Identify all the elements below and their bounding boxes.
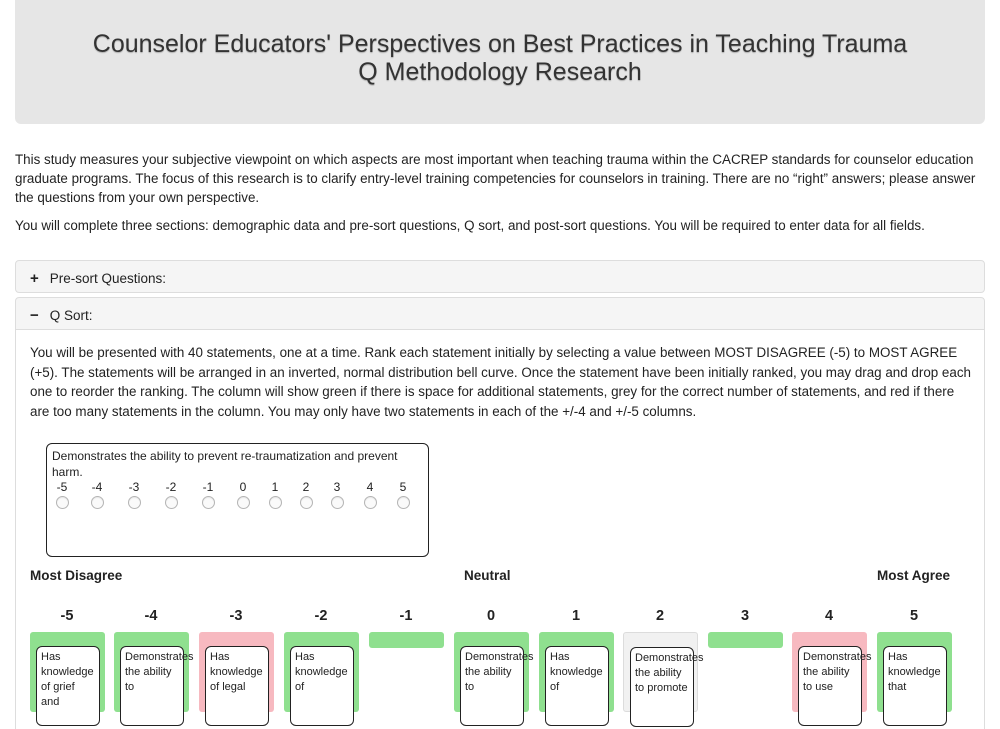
qsort-instructions: You will be presented with 40 statements, one at a time. Rank each statement initially by selecting a value between MOST DISAGREE (-5) to MOST AGREE (+5). The statements will be arranged in an inverted, normal distribution bell curve. Once the statement have been initially ranked, you may drag and drop each one to reorder the ranking. The column will show green if there is space for additional statements, grey for the correct number of statements, and red if there are too many statements in the column. You may only have two statements in each of the +/-4 and +/-5 columns. xyxy=(30,345,971,419)
scale-option[interactable] xyxy=(87,480,107,509)
scale-option[interactable] xyxy=(161,480,181,509)
scale-radio[interactable] xyxy=(364,496,377,509)
scale-option[interactable] xyxy=(52,480,72,509)
scale-option[interactable] xyxy=(265,480,285,509)
scale-radio[interactable] xyxy=(269,496,282,509)
scale-radio[interactable] xyxy=(237,496,250,509)
most-agree-label: Most Agree xyxy=(877,568,951,583)
intro-paragraph: This study measures your subjective viewpoint on which aspects are most important when teaching trauma within the CACREP standards for counselor education graduate programs. The focus of this research is to clarify entry-level training competencies for counselors in training. There are no “right” answers; please answer the questions from your own perspective. xyxy=(15,152,976,205)
sections-paragraph: You will complete three sections: demographic data and pre-sort questions, Q sort, and post-sort questions. You will be required to enter data for all fields. xyxy=(15,218,925,233)
column-header: -1 xyxy=(399,608,413,624)
column-header: 5 xyxy=(909,608,919,624)
scale-radio[interactable] xyxy=(397,496,410,509)
sort-column[interactable] xyxy=(114,632,194,712)
statement-card[interactable]: Has knowledge of grief and xyxy=(36,646,100,726)
rating-scale xyxy=(52,480,423,512)
presort-panel-label: Pre-sort Questions: xyxy=(49,271,167,286)
column-header: -4 xyxy=(144,608,158,624)
scale-option-label: -2 xyxy=(165,480,177,494)
scale-option-label: -5 xyxy=(56,480,68,494)
statement-card[interactable]: Demonstrates the ability to use xyxy=(798,646,862,726)
page-title-line-2: Q Methodology Research xyxy=(358,58,642,86)
column-header: 4 xyxy=(824,608,834,624)
statement-card[interactable]: Has knowledge of xyxy=(290,646,354,726)
plus-icon: + xyxy=(30,270,39,287)
column-header: -2 xyxy=(314,608,328,624)
statement-card[interactable]: Has knowledge of xyxy=(545,646,609,726)
column-header: -3 xyxy=(229,608,243,624)
page-header xyxy=(15,0,985,124)
scale-option-label: 2 xyxy=(302,480,310,494)
column-header: 1 xyxy=(571,608,581,624)
presort-panel-toggle[interactable] xyxy=(15,260,985,293)
sort-column[interactable] xyxy=(877,632,952,712)
scale-radio[interactable] xyxy=(91,496,104,509)
most-disagree-label: Most Disagree xyxy=(30,568,123,583)
scale-option-label: 3 xyxy=(333,480,341,494)
scale-option-label: 4 xyxy=(366,480,374,494)
sort-column[interactable] xyxy=(623,632,704,712)
sort-column[interactable] xyxy=(708,632,783,648)
sort-column[interactable] xyxy=(369,632,444,648)
page-title-line-1: Counselor Educators' Perspectives on Best Practices in Teaching Trauma xyxy=(92,30,908,58)
scale-option[interactable] xyxy=(233,480,253,509)
scale-option-label: -1 xyxy=(202,480,214,494)
scale-radio[interactable] xyxy=(165,496,178,509)
scale-radio[interactable] xyxy=(56,496,69,509)
qsort-panel-label: Q Sort: xyxy=(49,308,93,323)
sort-column[interactable] xyxy=(284,632,359,712)
minus-icon: − xyxy=(30,307,39,324)
sort-column[interactable] xyxy=(792,632,872,712)
scale-option[interactable] xyxy=(327,480,347,509)
statement-card[interactable]: Has knowledge of legal xyxy=(205,646,269,726)
current-statement-text: Demonstrates the ability to prevent re-traumatization and prevent harm. xyxy=(52,449,398,479)
scale-option-label: 0 xyxy=(239,480,247,494)
statement-card[interactable]: Demonstrates the ability to xyxy=(460,646,524,726)
scale-option-label: 5 xyxy=(399,480,407,494)
scale-option-label: -4 xyxy=(91,480,103,494)
scale-option[interactable] xyxy=(124,480,144,509)
neutral-label: Neutral xyxy=(464,568,511,583)
sort-column[interactable] xyxy=(30,632,105,712)
scale-option[interactable] xyxy=(393,480,413,509)
sort-column[interactable] xyxy=(454,632,534,712)
scale-option[interactable] xyxy=(198,480,218,509)
scale-radio[interactable] xyxy=(331,496,344,509)
scale-option-label: -3 xyxy=(128,480,140,494)
current-statement-card xyxy=(46,443,429,557)
scale-option[interactable] xyxy=(296,480,316,509)
qsort-panel-toggle[interactable] xyxy=(15,297,985,330)
column-header: 3 xyxy=(740,608,750,624)
statement-card[interactable]: Has knowledge that xyxy=(883,646,947,726)
scale-radio[interactable] xyxy=(300,496,313,509)
sort-column[interactable] xyxy=(539,632,614,712)
statement-card[interactable]: Demonstrates the ability to promote xyxy=(630,647,694,727)
scale-option[interactable] xyxy=(360,480,380,509)
scale-option-label: 1 xyxy=(271,480,279,494)
column-header: -5 xyxy=(60,608,74,624)
sort-column[interactable] xyxy=(199,632,274,712)
column-header: 0 xyxy=(486,608,496,624)
scale-radio[interactable] xyxy=(128,496,141,509)
column-header: 2 xyxy=(655,608,665,624)
scale-radio[interactable] xyxy=(202,496,215,509)
statement-card[interactable]: Demonstrates the ability to xyxy=(120,646,184,726)
